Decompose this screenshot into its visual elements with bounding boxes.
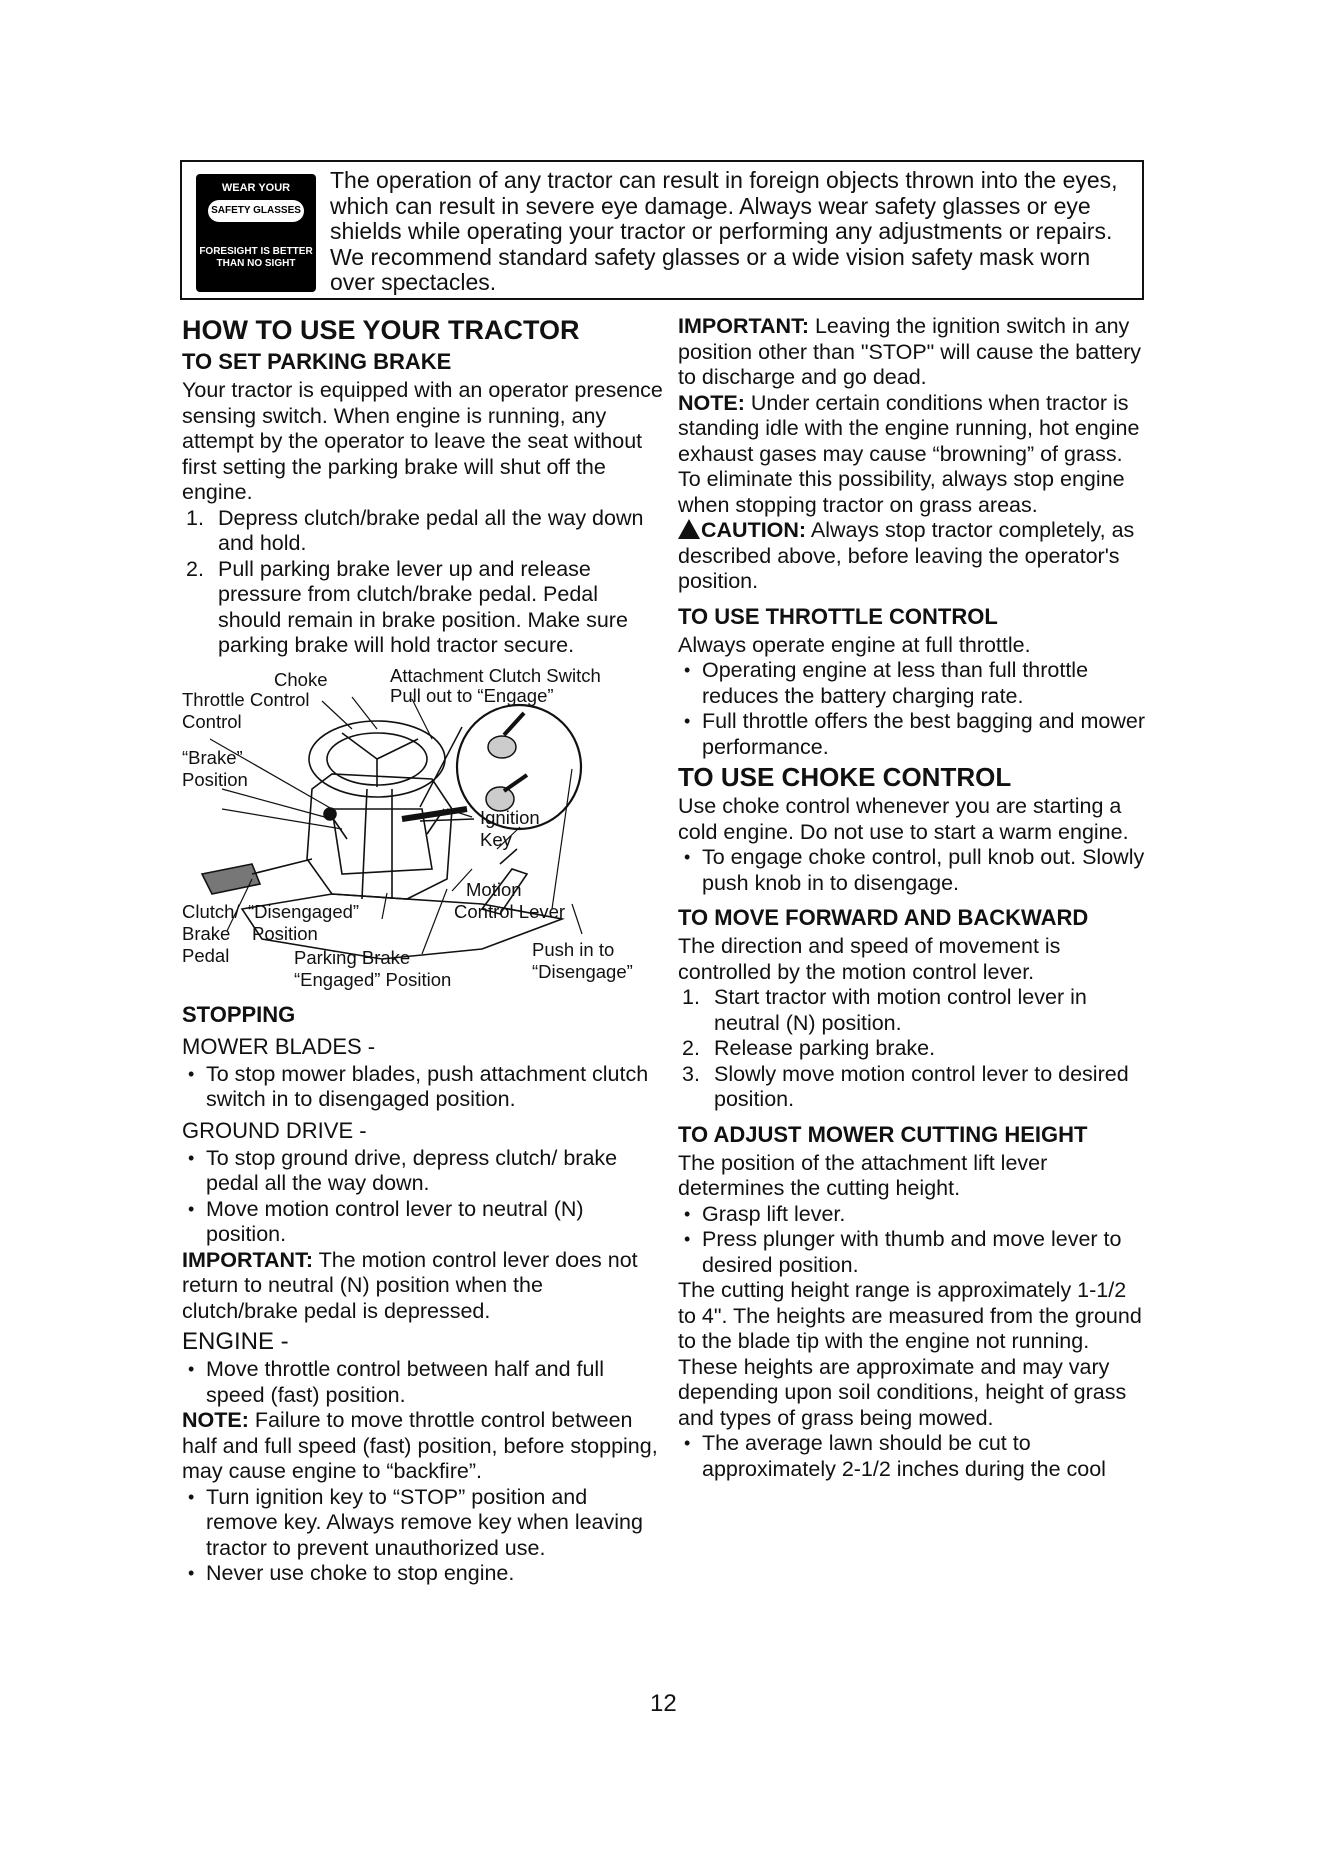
- list-item: • Operating engine at less than full throttle reduces the battery charging rate.: [678, 658, 1148, 709]
- important-label: IMPORTANT:: [182, 1247, 313, 1272]
- disengaged-position-label: Position: [252, 922, 318, 944]
- important-motion-note: [182, 1248, 664, 1325]
- caution-triangle-icon: [678, 519, 700, 539]
- list-item: [182, 506, 664, 557]
- throttle-intro: Always operate engine at full throttle.: [678, 632, 1031, 657]
- section-title: HOW TO USE YOUR TRACTOR: [182, 315, 580, 345]
- list-item: • Never use choke to stop engine.: [182, 1561, 664, 1587]
- important-text: The motion control lever does not return to neutral (N) position when the clutch/brake pedal is depressed.: [182, 1247, 638, 1323]
- tractor-controls-diagram: [182, 664, 664, 999]
- move-intro: The direction and speed of movement is controlled by the motion control lever.: [678, 934, 1061, 984]
- ignition-important-note: [678, 314, 1148, 391]
- engine-list-2: [182, 1485, 664, 1587]
- list-item: [678, 1062, 1148, 1113]
- caution-label: CAUTION:: [701, 518, 807, 542]
- step-text: Pull parking brake lever up and release pressure from clutch/brake pedal. Pedal should remain in brake position. Make sure parking brake will hold tractor secure.: [218, 556, 628, 657]
- control-lever-label: Control Lever: [454, 900, 566, 922]
- dash-panel: [307, 774, 452, 899]
- choke-heading: TO USE CHOKE CONTROL: [678, 762, 1012, 792]
- brake-position-label: “Brake”: [182, 746, 243, 768]
- pull-out-engage-label: Pull out to “Engage”: [390, 684, 554, 706]
- note-text: Failure to move throttle control between half and full speed (fast) position, before stopping, may cause engine to “backfire”.: [182, 1408, 658, 1483]
- step-number: 1.: [682, 985, 700, 1009]
- cutting-height-heading: TO ADJUST MOWER CUTTING HEIGHT: [678, 1121, 1088, 1147]
- list-item: • The average lawn should be cut to approximately 2-1/2 inches during the cool: [678, 1431, 1148, 1482]
- engaged-position-label: “Engaged” Position: [294, 968, 452, 990]
- move-steps: [678, 985, 1148, 1113]
- safety-warning-box: [180, 160, 1144, 300]
- step-text: Slowly move motion control lever to desired position.: [714, 1061, 1129, 1111]
- choke-label: Choke: [274, 668, 328, 690]
- key-label: Key: [480, 828, 512, 850]
- ground-drive-heading: GROUND DRIVE -: [182, 1117, 367, 1143]
- list-item: • Grasp lift lever.: [678, 1202, 1148, 1228]
- cutting-height-list-2: [678, 1431, 1148, 1482]
- parking-brake-heading: TO SET PARKING BRAKE: [182, 349, 452, 374]
- caution-text: Always stop tractor completely, as described above, before leaving the operator's position.: [678, 518, 1135, 593]
- list-item: • Move motion control lever to neutral (N) position.: [182, 1197, 664, 1248]
- pedal-label: Pedal: [182, 944, 230, 966]
- caution-note: [678, 518, 1148, 595]
- throttle-heading: TO USE THROTTLE CONTROL: [678, 603, 998, 629]
- parking-brake-label: Parking Brake: [294, 946, 411, 968]
- stopping-heading: STOPPING: [182, 1001, 296, 1027]
- step-text: Start tractor with motion control lever in neutral (N) position.: [714, 985, 1087, 1035]
- list-item: • Move throttle control between half and full speed (fast) position.: [182, 1357, 664, 1408]
- step-number: 2.: [186, 556, 204, 581]
- engine-heading: ENGINE -: [182, 1328, 289, 1355]
- list-item: • To stop mower blades, push attachment clutch switch in to disengaged position.: [182, 1062, 664, 1113]
- badge-mid-text: SAFETY GLASSES: [208, 200, 304, 222]
- list-item: [678, 985, 1148, 1036]
- badge-top-text: WEAR YOUR: [221, 182, 291, 194]
- throttle-control-label: Throttle Control: [182, 688, 310, 710]
- parking-brake-intro: Your tractor is equipped with an operator presence sensing switch. When engine is running, any attempt by the operator to leave the seat without first setting the parking brake will shut off the engine.: [182, 378, 663, 504]
- cutting-height-list: [678, 1202, 1148, 1279]
- cutting-height-intro: The position of the attachment lift lever determines the cutting height.: [678, 1150, 1048, 1200]
- note-text: Under certain conditions when tractor is standing idle with the engine running, hot engine exhaust gases may cause “browning” of grass. To eliminate this possibility, always stop engine when stopping tractor on grass areas.: [678, 390, 1140, 517]
- move-heading: TO MOVE FORWARD AND BACKWARD: [678, 905, 1089, 930]
- step-number: 1.: [186, 505, 204, 530]
- important-text: Leaving the ignition switch in any position other than "STOP" will cause the battery to discharge and go dead.: [678, 314, 1142, 389]
- safety-glasses-badge: [196, 174, 316, 292]
- badge-bottom-text: FORESIGHT IS BETTER THAN NO SIGHT: [199, 246, 313, 269]
- list-item: • To stop ground drive, depress clutch/ brake pedal all the way down.: [182, 1146, 664, 1197]
- ground-drive-list: [182, 1146, 664, 1248]
- left-column: [182, 314, 664, 1587]
- attachment-clutch-switch-label: Attachment Clutch Switch: [390, 664, 601, 686]
- disengaged-label: “Disengaged”: [248, 900, 360, 922]
- brake-label: Brake: [182, 922, 231, 944]
- mower-blades-heading: MOWER BLADES -: [182, 1033, 376, 1059]
- note-label: NOTE:: [678, 390, 745, 415]
- parking-brake-steps: [182, 506, 664, 659]
- browning-note: [678, 391, 1148, 519]
- choke-intro: Use choke control whenever you are starting a cold engine. Do not use to start a warm engine.: [678, 794, 1129, 844]
- list-item: • Turn ignition key to “STOP” position and remove key. Always remove key when leaving tractor to prevent unauthorized use.: [182, 1485, 664, 1562]
- choke-list: [678, 845, 1148, 896]
- step-number: 2.: [682, 1036, 700, 1060]
- warning-text: The operation of any tractor can result in foreign objects thrown into the eyes, which can result in severe eye damage. Always wear safety glasses or eye shields while operating your tractor or performing any adjustments or repairs. We recommend standard safety glasses or a wide vision safety mask worn over spectacles.: [330, 167, 1118, 295]
- step-text: Depress clutch/brake pedal all the way down and hold.: [218, 505, 644, 555]
- list-item: • To engage choke control, pull knob out. Slowly push knob in to disengage.: [678, 845, 1148, 896]
- note-label: NOTE:: [182, 1408, 249, 1432]
- step-text: Release parking brake.: [714, 1036, 936, 1060]
- disengage-label: “Disengage”: [532, 960, 633, 982]
- ignition-label: Ignition: [480, 806, 540, 828]
- page-number: 12: [650, 1690, 677, 1717]
- backfire-note: [182, 1408, 664, 1485]
- mower-blades-list: [182, 1062, 664, 1113]
- clutch-brake-pedal: [202, 864, 260, 894]
- list-item: [182, 557, 664, 659]
- list-item: • Press plunger with thumb and move lever to desired position.: [678, 1227, 1148, 1278]
- important-label: IMPORTANT:: [678, 314, 809, 338]
- engine-list: [182, 1357, 664, 1408]
- throttle-list: [678, 658, 1148, 760]
- list-item: • Full throttle offers the best bagging and mower performance.: [678, 709, 1148, 760]
- list-item: [678, 1036, 1148, 1062]
- throttle-control-label-2: Control: [182, 710, 242, 732]
- push-in-label: Push in to: [532, 938, 615, 960]
- motion-label: Motion: [466, 878, 522, 900]
- right-column: [678, 314, 1148, 1482]
- cutting-height-text: The cutting height range is approximately 1-1/2 to 4". The heights are measured from the ground to the blade tip with the engine not running. These heights are approximate and may vary depending upon soil conditions, height of grass and types of grass being mowed.: [678, 1278, 1142, 1430]
- clutch-label: Clutch/: [182, 900, 240, 922]
- step-number: 3.: [682, 1061, 700, 1086]
- brake-position-label-2: Position: [182, 768, 248, 790]
